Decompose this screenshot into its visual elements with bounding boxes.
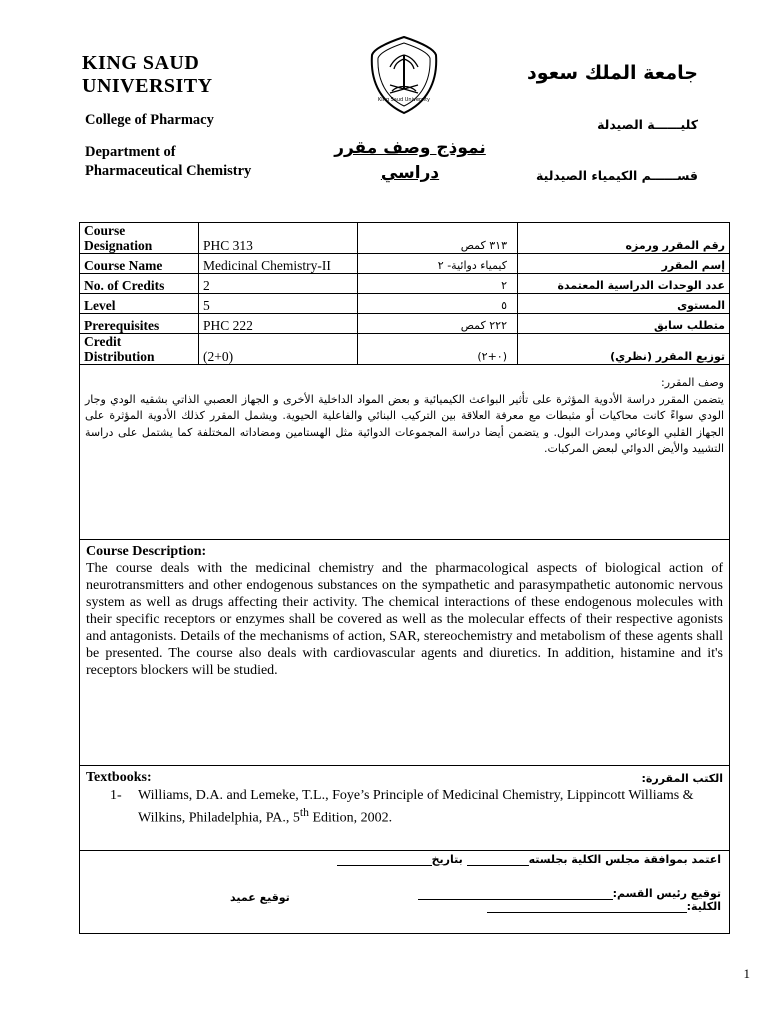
course-description-ar — [80, 373, 729, 540]
college-name-ar: كليــــــة الصيدلة — [597, 117, 698, 132]
value-en: PHC 313 — [199, 223, 358, 254]
course-description-en — [80, 540, 729, 766]
label-ar: توزيع المقرر (نظري) — [518, 334, 730, 365]
description-en-heading: Course Description: — [86, 544, 207, 559]
university-name-en-line1: KING SAUD — [82, 52, 200, 74]
form-title — [330, 136, 490, 186]
form-title-line1: نموذج وصف مقرر — [334, 138, 486, 158]
date-line — [337, 865, 432, 866]
table-row — [80, 254, 729, 274]
label-en: Prerequisites — [80, 314, 199, 334]
logo-lettering: King Saud University — [378, 97, 430, 103]
description-ar-text: يتضمن المقرر دراسة الأدوية المؤثرة على تأثير البواعث الكيميائية و بعض المواد الداخلية الأخرى و الجهاز العصبي الذاتي بشقيه الودي وجار الودي سواءً كانت محاكيات أو مثبطات مع معرفة العلاقة بين التركيب البنائي والفاعلية الحيوية. ويشمل المقرر كذلك الأدوية المؤثرة على الجهاز القلبي الوعائي ومدرات البول. و يتضمن أيضا دراسة المجموعات الدوائية مثل الهستامين ومضاداته المختلفة كما يشتمل على دراسة التشييد والأيض الدوائي لبعض المركبات. — [85, 392, 724, 455]
table-row — [80, 314, 729, 334]
course-form — [79, 222, 730, 934]
label-en: Level — [80, 294, 199, 314]
textbook-text-end: Edition, 2002. — [308, 810, 393, 826]
value-ar: ٢ — [358, 274, 518, 294]
textbooks-heading-en: Textbooks: — [86, 770, 152, 785]
value-en: PHC 222 — [199, 314, 358, 334]
college-label: الكلية: — [686, 900, 721, 913]
textbook-number: 1- — [110, 788, 122, 803]
table-row — [80, 334, 729, 365]
university-name-ar: جامعة الملك سعود — [527, 62, 698, 84]
form-title-line2: دراسي — [380, 163, 440, 183]
value-ar: ٥ — [358, 294, 518, 314]
label-ar: إسم المقرر — [518, 254, 730, 274]
textbooks-heading-ar: الكتب المقررة: — [641, 772, 723, 785]
college-name-en: College of Pharmacy — [85, 112, 214, 128]
label-ar: عدد الوحدات الدراسية المعتمدة — [518, 274, 730, 294]
textbook-edition-sup: th — [299, 806, 309, 819]
council-approval — [337, 853, 721, 866]
table-row — [80, 294, 729, 314]
value-en: (2+0) — [199, 334, 358, 365]
department-name-en — [85, 143, 251, 181]
label-ar: المستوى — [518, 294, 730, 314]
table-row — [80, 223, 729, 254]
table-row — [80, 274, 729, 294]
college-line — [487, 912, 687, 913]
university-logo — [362, 33, 446, 117]
label-ar: متطلب سابق — [518, 314, 730, 334]
textbooks-section — [80, 766, 729, 851]
university-name-en-line2: UNIVERSITY — [82, 75, 213, 97]
value-ar: (٠+٢) — [358, 334, 518, 365]
value-ar: كيمياء دوائية- ٢ — [358, 254, 518, 274]
label-ar: رقم المقرر ورمزه — [518, 223, 730, 254]
session-line — [467, 865, 529, 866]
department-name-en-line1: Department of — [85, 144, 176, 160]
value-ar: ٢٢٢ كمص — [358, 314, 518, 334]
label-en: No. of Credits — [80, 274, 199, 294]
head-signature-label: توقيع رئيس القسم: — [612, 887, 721, 900]
list-item — [86, 787, 723, 827]
council-approval-label: اعتمد بموافقة مجلس الكلية بجلسته — [528, 853, 721, 866]
value-ar: ٣١٣ كمص — [358, 223, 518, 254]
university-name-en — [82, 52, 213, 98]
description-ar-heading: وصف المقرر: — [661, 376, 724, 389]
description-en-text: The course deals with the medicinal chemistry and the pharmacological aspects of biological action of neurotransmitters and other endogenous substances on the sympathetic and parasympathetic autonomic nervous system as well as drugs affecting their activity. The chemical interactions of these endogenous molecules with their specific receptors or enzymes shall be covered as well as the molecular effects of their respective agonists and antagonists. Details of the mechanisms of action, SAR, stereochemistry and metabolism of these agents shall be presented. The course also deals with cardiovascular agents and diuretics. In addition, histamine and it's receptors blockers will be studied. — [86, 561, 723, 678]
page-number: 1 — [743, 966, 750, 981]
value-en: 2 — [199, 274, 358, 294]
course-info-table — [80, 223, 729, 365]
dean-signature: توقيع عميد — [230, 891, 290, 904]
approval-date-label: بتاريخ — [431, 853, 463, 866]
value-en: 5 — [199, 294, 358, 314]
textbook-text: Williams, D.A. and Lemeke, T.L., Foye’s Principle of Medicinal Chemistry, Lippincott Williams & Wilkins, Philadelphia, PA., 5 — [138, 788, 694, 826]
value-en: Medicinal Chemistry-II — [199, 254, 358, 274]
department-head-signature — [418, 887, 721, 913]
department-name-en-line2: Pharmaceutical Chemistry — [85, 163, 252, 179]
label-en: Course Name — [80, 254, 199, 274]
label-en: Course Designation — [80, 223, 199, 254]
label-en: Credit Distribution — [80, 334, 199, 365]
department-name-ar: قســــــم الكيمياء الصيدلية — [536, 168, 698, 183]
